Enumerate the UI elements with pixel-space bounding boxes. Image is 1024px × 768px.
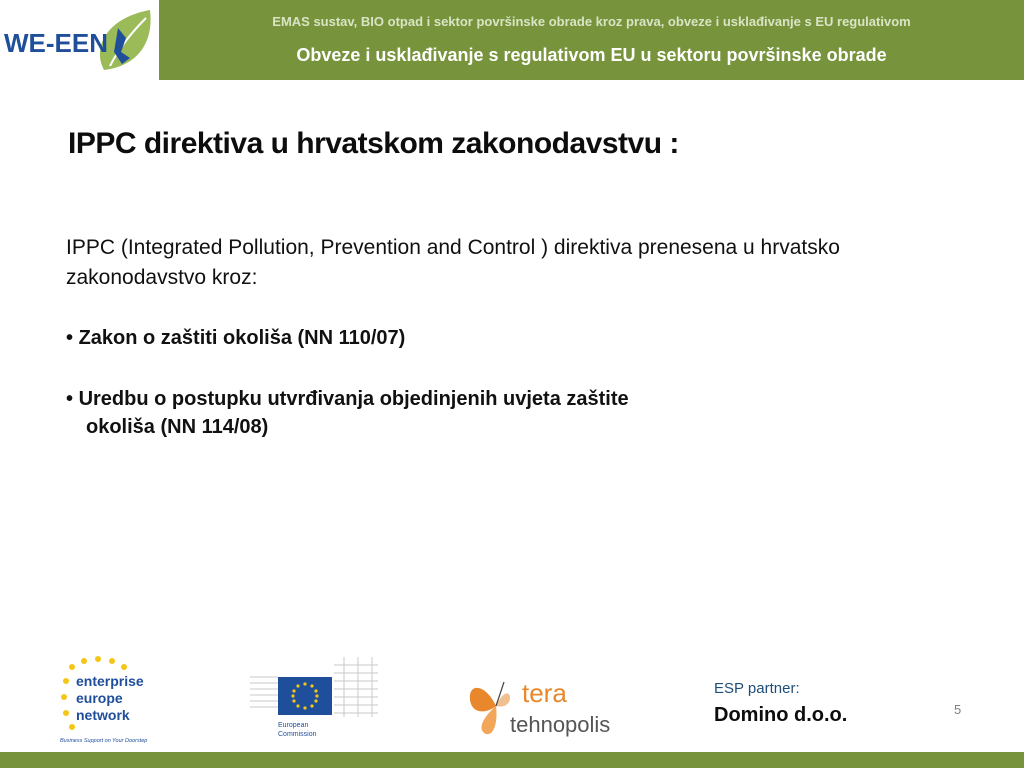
header-subtitle: Obveze i usklađivanje s regulativom EU u sektoru površinske obrade [296, 45, 887, 65]
page-number: 5 [954, 702, 962, 717]
ec-line-1: European [278, 722, 309, 729]
we-een-logo-text: WE-EEN [4, 28, 108, 58]
een-line-3: network [76, 707, 130, 723]
esp-partner-label: ESP partner: [714, 680, 800, 697]
header-top-line: EMAS sustav, BIO otpad i sektor površinske obrade kroz prava, obveze i usklađivanje s EU regulativom [272, 14, 911, 29]
bullet-zakon: • Zakon o zaštiti okoliša (NN 110/07) [66, 327, 406, 349]
bullet-uredba-continuation: okoliša (NN 114/08) [86, 416, 269, 438]
header-band [159, 0, 1024, 80]
we-een-logo [0, 0, 159, 80]
tera-line-2: tehnopolis [510, 712, 611, 737]
tera-tehnopolis-logo [464, 670, 639, 740]
een-tagline: Business Support on Your Doorstep [60, 738, 148, 744]
butterfly-icon [470, 682, 510, 734]
intro-text: IPPC (Integrated Pollution, Prevention and Control ) direktiva prenesena u hrvatsko zakonodavstvo kroz: [66, 236, 840, 289]
een-line-2: europe [76, 690, 123, 706]
een-line-1: enterprise [76, 673, 144, 689]
esp-partner-name: Domino d.o.o. [714, 704, 848, 726]
bullet-uredba-text: Uredbu o postupku utvrđivanja objedinjenih uvjeta zaštite [78, 388, 629, 410]
enterprise-europe-network-logo [58, 655, 163, 745]
bullet-uredba: • Uredbu o postupku utvrđivanja objedinjenih uvjeta zaštite okoliša (NN 114/08) [66, 385, 629, 441]
slide-title: IPPC direktiva u hrvatskom zakonodavstvu : [68, 127, 679, 160]
tera-line-1: tera [522, 678, 567, 708]
ec-line-2: Commission [278, 731, 317, 738]
bullet-zakon-text: Zakon o zaštiti okoliša (NN 110/07) [78, 327, 406, 349]
european-commission-logo [248, 655, 380, 745]
footer-stripe [0, 752, 1024, 768]
